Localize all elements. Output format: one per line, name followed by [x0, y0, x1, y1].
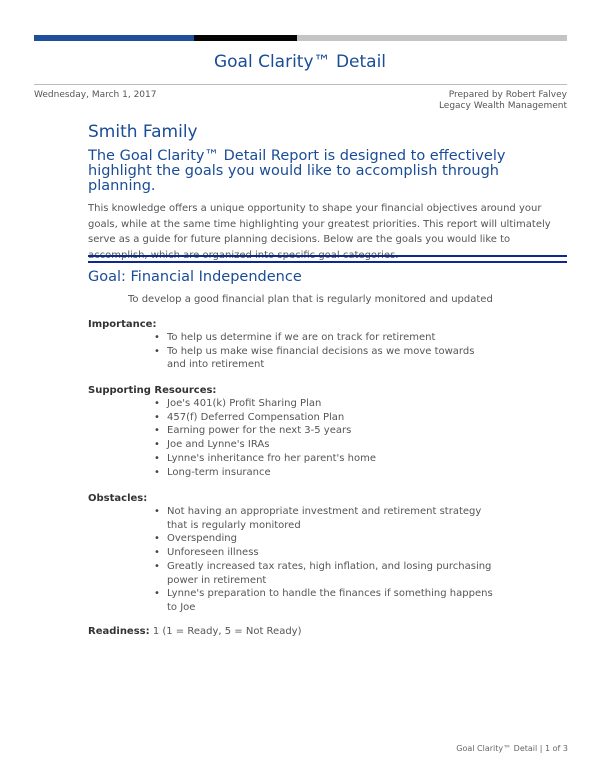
list-item-text: 457(f) Deferred Compensation Plan — [167, 411, 345, 423]
list-item-text: Not having an appropriate investment and retirement strategy that is regularly monitored — [167, 506, 482, 531]
obstacles-section — [88, 492, 568, 615]
bullet-icon: • — [154, 533, 160, 545]
header-divider — [34, 84, 567, 85]
bullet-icon: • — [154, 466, 160, 478]
list-item — [154, 411, 494, 425]
goal-title: Goal: Financial Independence — [88, 269, 302, 285]
divider-line — [88, 255, 567, 257]
list-item — [154, 331, 494, 345]
importance-label: Importance: — [88, 319, 157, 330]
prepared-by-block — [439, 90, 567, 112]
bullet-icon: • — [154, 425, 160, 437]
section-divider — [88, 255, 567, 263]
list-item-text: Earning power for the next 3-5 years — [167, 425, 352, 437]
list-item-text: Unforeseen illness — [167, 547, 259, 559]
list-item-text: Joe and Lynne's IRAs — [167, 439, 270, 451]
divider-line — [88, 261, 567, 263]
prepared-by: Prepared by Robert Falvey — [448, 90, 567, 100]
list-item-text: Overspending — [167, 533, 237, 545]
readiness-value: 1 (1 = Ready, 5 = Not Ready) — [152, 626, 302, 637]
report-date: Wednesday, March 1, 2017 — [34, 90, 157, 100]
family-name: Smith Family — [88, 122, 198, 142]
list-item — [154, 345, 494, 372]
header-color-bar — [34, 35, 567, 41]
bullet-icon: • — [154, 439, 160, 451]
page-footer: Goal Clarity™ Detail | 1 of 3 — [456, 744, 568, 753]
color-bar-grey — [297, 35, 567, 41]
resources-list — [154, 397, 494, 479]
color-bar-blue — [34, 35, 194, 41]
bullet-icon: • — [154, 560, 160, 572]
list-item-text: To help us determine if we are on track for retirement — [167, 332, 436, 343]
resources-label: Supporting Resources: — [88, 385, 217, 396]
resources-section — [88, 384, 568, 479]
bullet-icon: • — [154, 547, 160, 559]
intro-section — [88, 120, 568, 263]
list-item — [154, 397, 494, 411]
obstacles-label: Obstacles: — [88, 493, 148, 504]
bullet-icon: • — [154, 332, 160, 343]
bullet-icon: • — [154, 398, 160, 409]
intro-body: This knowledge offers a unique opportunity to shape your financial objectives around your goals, while at the same time highlighting your greatest priorities. This report will ultimately serve as a guide for future planning decisions. Below are the goals you would like to — [88, 203, 551, 245]
list-item-text: Greatly increased tax rates, high inflation, and losing purchasing power in retirement — [167, 560, 492, 586]
list-item — [154, 532, 494, 546]
readiness-row — [88, 626, 302, 637]
list-item — [154, 424, 494, 438]
list-item — [154, 587, 494, 614]
firm-name: Legacy Wealth Management — [438, 101, 567, 111]
list-item — [154, 438, 494, 452]
list-item-text: Joe's 401(k) Profit Sharing Plan — [167, 398, 322, 409]
bullet-icon: • — [154, 411, 160, 423]
list-item-text: Lynne's inheritance fro her parent's home — [167, 452, 377, 464]
bullet-icon: • — [154, 345, 160, 357]
list-item-text: Long-term insurance — [167, 466, 271, 478]
list-item-text: To help us make wise financial decisions as we move towards and into retirement — [167, 345, 475, 371]
document-title: Goal Clarity™ Detail — [213, 52, 387, 72]
list-item — [154, 560, 494, 587]
goal-description: To develop a good financial plan that is regularly monitored and updated — [128, 294, 493, 305]
bullet-icon: • — [154, 506, 160, 517]
list-item — [154, 505, 494, 532]
list-item — [154, 452, 494, 466]
list-item-text: Lynne's preparation to handle the finances if something happens to Joe — [167, 588, 493, 613]
importance-section — [88, 318, 568, 372]
bullet-icon: • — [154, 588, 160, 600]
color-bar-black — [194, 35, 297, 41]
importance-list — [154, 331, 494, 372]
bullet-icon: • — [154, 452, 160, 464]
readiness-label: Readiness: — [88, 626, 150, 637]
obstacles-list — [154, 505, 494, 615]
list-item — [154, 466, 494, 480]
intro-heading: The Goal Clarity™ Detail Report is designed to effectively highlight the goals you would like to accomplish through planning. — [88, 148, 506, 194]
list-item — [154, 546, 494, 560]
